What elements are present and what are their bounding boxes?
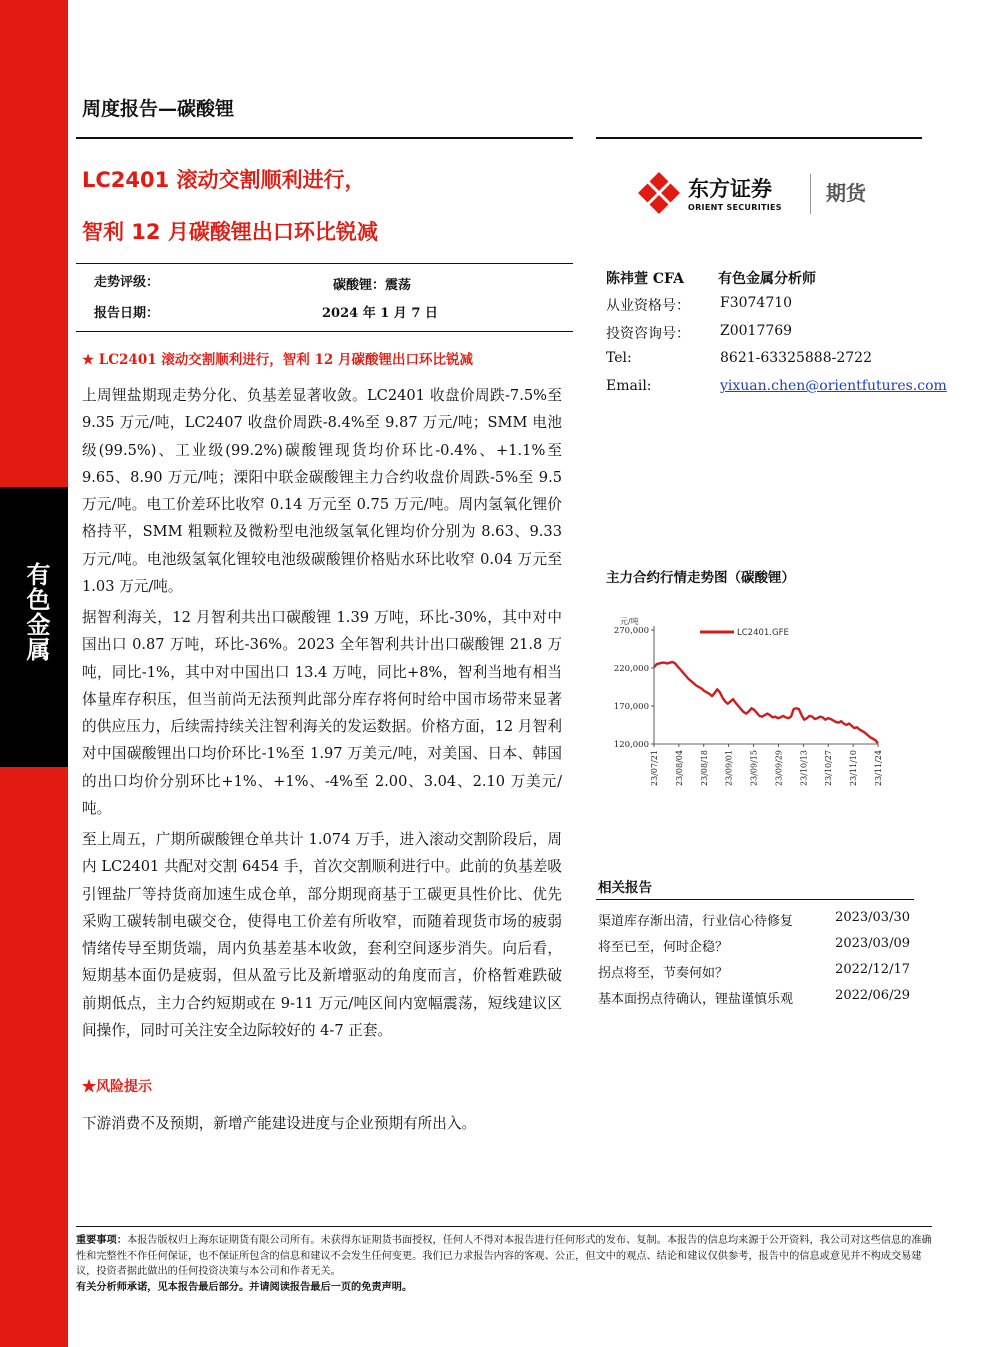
email-link[interactable]: yixuan.chen@orientfutures.com — [720, 378, 947, 394]
x-tick-label: 23/09/15 — [749, 750, 759, 786]
meta-top-divider — [76, 263, 573, 264]
report-type-title: 周度报告—碳酸锂 — [82, 98, 235, 120]
header-divider-right — [596, 137, 922, 139]
paragraph-1: 上周锂盐期现走势分化、负基差显著收敛。LC2401 收盘价周跌-7.5%至 9.35 万元/吨，LC2407 收盘价周跌-8.4%至 9.87 万元/吨；SMM 电池级(99.5%)、工业级(99.2%)碳酸锂现货均价环比-0.4%、+1.1%至 9.65、8.90 万元/吨；溧阳中联金碳酸锂主力合约收盘价周跌-5%至 9.5 万元/吨。电工价差环比收窄 0.14 万元至 0.75 万元/吨。周内氢氧化锂价格持平，SMM 粗颗粒及微粉型电池级氢氧化锂均价分别为 8.63、9.33 万元/吨。电池级氢氧化锂较电池级碳酸锂价格贴水环比收窄 0.04 万元至 1.03 万元/吨。 — [82, 387, 562, 596]
y-tick-label: 170,000 — [613, 702, 649, 712]
disclaimer-text: 本报告版权归上海东证期货有限公司所有。未获得东证期货书面授权，任何人不得对本报告进行任何形式的发布、复制。本报告的信息均来源于公开资料，我公司对这些信息的准确性和完整性不作任何保证，也不保证所包含的信息和建议不会发生任何变更。我们已力求报告内容的客观、公正，但文中的观点、结论和建议仅供参考，报告中的信息或意见并不构成交易建议，投资者据此做出的任何投资决策与本公司和作者无关。 — [76, 1235, 932, 1277]
price-chart — [596, 604, 886, 814]
x-tick-label: 23/08/04 — [674, 750, 684, 786]
rating-label: 走势评级： — [94, 275, 160, 290]
legend-label: LC2401.GFE — [737, 628, 789, 638]
disclaimer — [76, 1233, 932, 1295]
x-tick-label: 23/08/18 — [699, 750, 709, 786]
tel-value: 8621-63325888-2722 — [720, 350, 872, 366]
cert-label: 从业资格号： — [606, 298, 690, 314]
chart-title: 主力合约行情走势图（碳酸锂） — [606, 570, 795, 586]
risk-title: ★风险提示 — [82, 1079, 152, 1095]
related-report-title[interactable]: 基本面拐点待确认，锂盐谨慎乐观 — [598, 992, 794, 1007]
paragraph-2: 据智利海关，12 月智利共出口碳酸锂 1.39 万吨，环比-30%，其中对中国出口 0.87 万吨，环比-36%。2023 全年智利共计出口碳酸锂 21.8 万吨，同比-1%，其中对中国出口 13.4 万吨，同比+8%，智利当地有相当体量库存积压，但当前尚无法预判此部分库存将何时给中国市场带来显著的供应压力，后续需持续关注智利海关的发运数据。价格方面，12 月智利对中国碳酸锂出口均价环比-1%至 1.97 万美元/吨，对美国、日本、韩国的出口均价分别环比+1%、+1%、-4%至 2.00、3.04、2.10 万美元/吨。 — [82, 609, 562, 818]
x-tick-label: 23/11/10 — [849, 750, 859, 786]
related-report-date: 2023/03/09 — [835, 936, 910, 951]
analyst-name: 陈祎萱 CFA — [606, 271, 684, 287]
logo-separator — [810, 174, 811, 214]
related-report-title[interactable]: 渠道库存渐出清，行业信心待修复 — [598, 914, 794, 929]
x-tick-label: 23/07/21 — [650, 750, 659, 786]
advisory-value: Z0017769 — [720, 323, 793, 339]
x-tick-label: 23/10/27 — [824, 750, 834, 786]
disclaimer-footer: 有关分析师承诺，见本报告最后部分。并请阅读报告最后一页的免责声明。 — [76, 1280, 413, 1293]
logo-chinese-name: 东方证券 — [688, 177, 772, 201]
cert-value: F3074710 — [720, 295, 793, 311]
related-report-date: 2022/06/29 — [835, 988, 910, 1003]
email-label: Email: — [606, 378, 652, 394]
sector-label: 有色金属 — [22, 562, 50, 662]
x-tick-label: 23/09/01 — [724, 750, 734, 786]
paragraph-3: 至上周五，广期所碳酸锂仓单共计 1.074 万手，进入滚动交割阶段后，周内 LC2401 共配对交割 6454 手，首次交割顺利进行中。此前的负基差吸引锂盐厂等持货商加速生成仓单，部分期现商基于工碳更具性价比、优先采购工碳转制电碳交仓，使得电工价差有所收窄，而随着现货市场的疲弱情绪传导至期货端，周内负基差基本收敛，套利空间逐步消失。向后看，短期基本面仍是疲弱，但从盈亏比及新增驱动的角度而言，价格暂难跌破前期低点，主力合约短期或在 9-11 万元/吨区间内宽幅震荡，短线建议区间操作，同时可关注安全边际较好的 4-7 正套。 — [82, 831, 562, 1040]
x-tick-label: 23/09/29 — [774, 750, 784, 786]
date-value: 2024 年 1 月 7 日 — [322, 306, 438, 321]
disclaimer-label: 重要事项： — [76, 1234, 127, 1246]
related-report-date: 2023/03/30 — [835, 910, 910, 925]
headline-line-2: 智利 12 月碳酸锂出口环比锐减 — [82, 220, 378, 244]
logo-futures: 期货 — [826, 181, 866, 205]
orient-logo-icon — [636, 170, 682, 216]
risk-text: 下游消费不及预期，新增产能建设进度与企业预期有所出入。 — [82, 1115, 477, 1132]
related-report-title[interactable]: 拐点将至，节奏何如？ — [598, 966, 729, 981]
section-title: ★ LC2401 滚动交割顺利进行，智利 12 月碳酸锂出口环比锐减 — [82, 352, 473, 368]
related-report-date: 2022/12/17 — [835, 962, 910, 977]
x-tick-label: 23/10/13 — [799, 750, 809, 786]
meta-bottom-divider — [76, 331, 573, 332]
x-tick-label: 23/11/24 — [874, 750, 883, 786]
related-divider — [596, 899, 914, 900]
disclaimer-divider — [76, 1226, 932, 1227]
related-report-title[interactable]: 将至已至，何时企稳？ — [598, 940, 729, 955]
header-divider-left — [76, 137, 573, 139]
company-logo — [636, 170, 886, 220]
y-tick-label: 270,000 — [613, 626, 649, 636]
tel-label: Tel: — [606, 350, 632, 366]
y-tick-label: 220,000 — [613, 664, 649, 674]
rating-value: 碳酸锂：震荡 — [333, 278, 412, 293]
y-unit-label: 元/吨 — [620, 617, 639, 626]
logo-english-name: ORIENT SECURITIES — [688, 203, 782, 212]
headline-line-1: LC2401 滚动交割顺利进行， — [82, 168, 366, 192]
analyst-role: 有色金属分析师 — [718, 271, 816, 287]
related-reports-title: 相关报告 — [598, 880, 652, 896]
advisory-label: 投资咨询号： — [606, 326, 690, 342]
date-label: 报告日期： — [94, 306, 160, 321]
y-tick-label: 120,000 — [613, 740, 649, 750]
series-line-lc2401 — [654, 662, 878, 743]
